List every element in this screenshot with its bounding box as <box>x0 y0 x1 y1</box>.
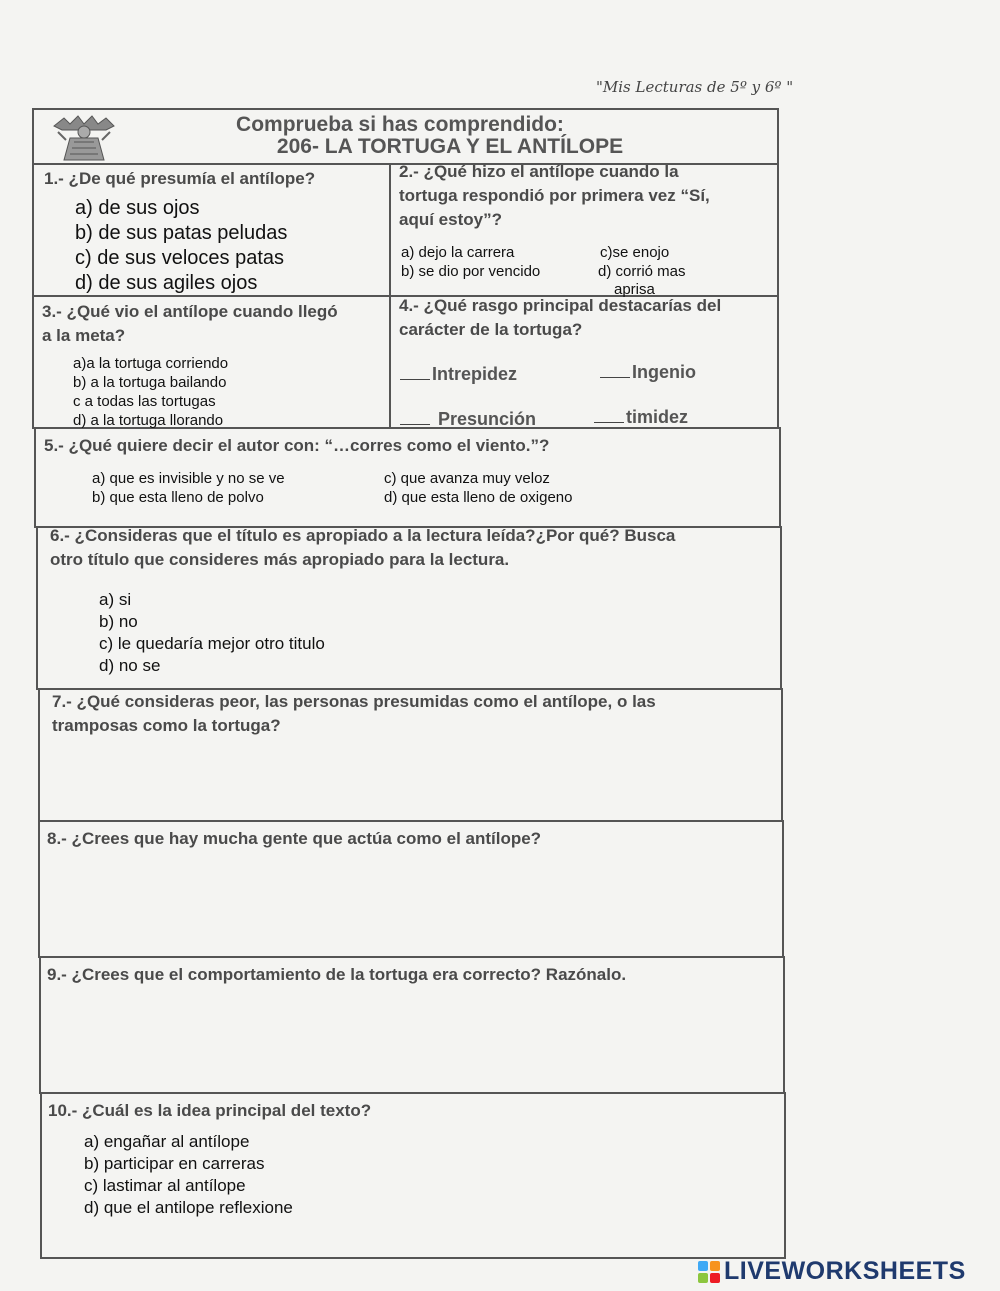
logo-square <box>698 1273 708 1283</box>
q2-option-c: c)se enojo <box>600 244 670 261</box>
q2-option-d-cont: aprisa <box>614 281 655 298</box>
answer-blank[interactable] <box>594 422 624 423</box>
question-4-line1: 4.- ¿Qué rasgo principal destacarías del <box>399 296 722 315</box>
page-title: 206- LA TORTUGA Y EL ANTÍLOPE <box>276 135 624 158</box>
question-6-line2: otro título que consideres más apropiado para la lectura. <box>50 550 510 569</box>
question-2-line2: tortuga respondió por primera vez “Sí, <box>399 186 710 205</box>
question-2-line1: 2.- ¿Qué hizo el antílope cuando la <box>399 162 679 181</box>
answer-blank[interactable] <box>600 377 630 378</box>
q4-trait-ingenio[interactable]: Ingenio <box>600 362 696 383</box>
q7-right-border <box>781 688 783 820</box>
q1-option-c: c) de sus veloces patas <box>75 247 284 269</box>
q5-option-a: a) que es invisible y no se ve <box>92 470 285 487</box>
liveworksheets-brand: LIVEWORKSHEETS <box>724 1257 966 1285</box>
table-right-border-upper <box>777 108 779 428</box>
q9-left-border <box>39 956 41 1093</box>
q10-option-b: b) participar en carreras <box>84 1154 265 1173</box>
q2-option-a: a) dejo la carrera <box>401 244 515 261</box>
q5-option-b: b) que esta lleno de polvo <box>92 489 264 506</box>
q6-left-border <box>36 526 38 688</box>
liveworksheets-logo-icon <box>698 1261 720 1283</box>
q2-option-b: b) se dio por vencido <box>401 263 541 280</box>
q6-option-b: b) no <box>99 612 138 631</box>
kings-emblem-icon <box>48 112 120 162</box>
q9-right-border <box>783 956 785 1093</box>
q8-bottom-border <box>38 956 784 958</box>
page-subtitle: Comprueba si has comprendido: <box>236 113 564 136</box>
q1-option-d: d) de sus agiles ojos <box>75 272 258 294</box>
question-8: 8.- ¿Crees que hay mucha gente que actúa como el antílope? <box>47 829 542 848</box>
question-9: 9.- ¿Crees que el comportamiento de la tortuga era correcto? Razónalo. <box>47 965 627 984</box>
answer-blank[interactable] <box>400 379 430 380</box>
q10-option-c: c) lastimar al antílope <box>84 1176 246 1195</box>
q5-option-c: c) que avanza muy veloz <box>384 470 550 487</box>
q1-option-b: b) de sus patas peludas <box>75 222 288 244</box>
logo-square <box>710 1273 720 1283</box>
q1-option-a: a) de sus ojos <box>75 197 200 219</box>
logo-square <box>698 1261 708 1271</box>
q10-left-border <box>40 1092 42 1258</box>
q10-option-d: d) que el antilope reflexione <box>84 1198 293 1217</box>
q5-option-d: d) que esta lleno de oxigeno <box>384 489 573 506</box>
series-label: "Mis Lecturas de 5º y 6º " <box>596 78 794 96</box>
q3-option-b: b) a la tortuga bailando <box>73 374 227 391</box>
q10-right-border <box>784 1092 786 1258</box>
q4-trait-presuncion[interactable]: Presunción <box>400 409 536 430</box>
table-top-border <box>32 108 778 110</box>
q7-left-border <box>38 688 40 820</box>
liveworksheets-logo[interactable] <box>698 1257 966 1286</box>
q6-option-c: c) le quedaría mejor otro titulo <box>99 634 325 653</box>
q6-option-a: a) si <box>99 590 132 609</box>
question-3-line2: a la meta? <box>42 326 126 345</box>
question-4-line2: carácter de la tortuga? <box>399 320 583 339</box>
question-7-line1: 7.- ¿Qué consideras peor, las personas presumidas como el antílope, o las <box>52 692 656 711</box>
logo-square <box>710 1261 720 1271</box>
question-7-line2: tramposas como la tortuga? <box>52 716 281 735</box>
q8-right-border <box>782 820 784 957</box>
table-left-border-upper <box>32 108 34 428</box>
q9-bottom-border <box>39 1092 785 1094</box>
q3-option-a: a)a la tortuga corriendo <box>73 355 229 372</box>
question-1: 1.- ¿De qué presumía el antílope? <box>44 169 316 188</box>
question-6-line1: 6.- ¿Consideras que el título es apropiado a la lectura leída?¿Por qué? Busca <box>50 526 676 545</box>
q7-bottom-border <box>38 820 783 822</box>
q10-bottom-border <box>40 1257 786 1259</box>
q4-trait-timidez[interactable]: timidez <box>594 407 688 428</box>
q4-trait-intrepidez[interactable]: Intrepidez <box>400 364 517 385</box>
q2-option-d: d) corrió mas <box>598 263 686 280</box>
answer-blank[interactable] <box>400 424 430 425</box>
q5-left-border <box>34 427 36 527</box>
q5-right-border <box>779 427 781 527</box>
q8-left-border <box>38 820 40 957</box>
q6-option-d: d) no se <box>99 656 161 675</box>
question-2-line3: aquí estoy”? <box>399 210 502 229</box>
question-3-line1: 3.- ¿Qué vio el antílope cuando llegó <box>42 302 338 321</box>
q6-right-border <box>780 526 782 688</box>
q3-option-c: c a todas las tortugas <box>73 393 216 410</box>
q3-option-d: d) a la tortuga llorando <box>73 412 224 429</box>
q10-option-a: a) engañar al antílope <box>84 1132 250 1151</box>
question-5: 5.- ¿Qué quiere decir el autor con: “…corres como el viento.”? <box>44 436 550 455</box>
question-10: 10.- ¿Cuál es la idea principal del texto? <box>48 1101 372 1120</box>
